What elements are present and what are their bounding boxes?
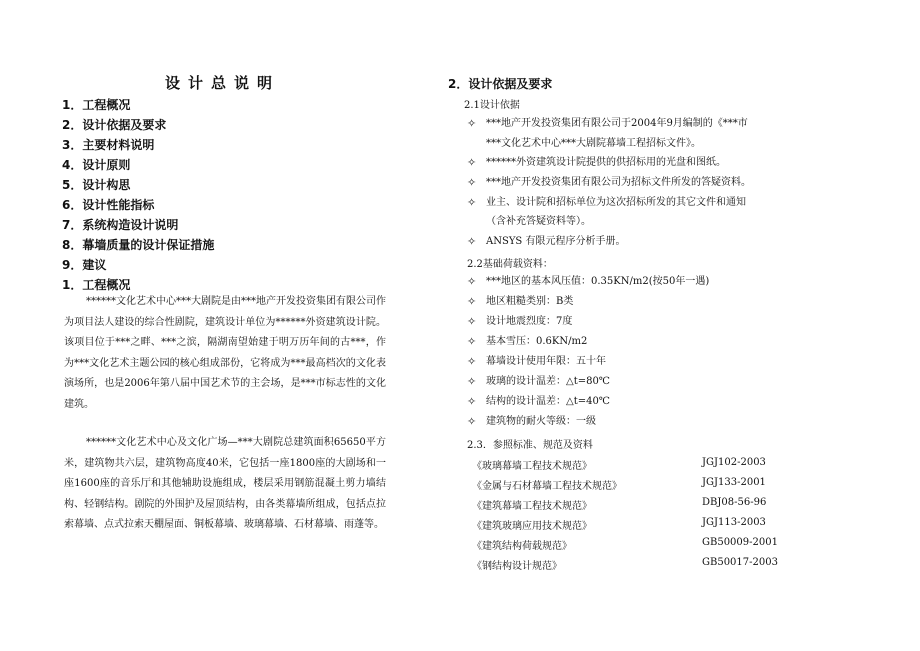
bullet-icon: ✧ xyxy=(467,156,477,169)
bullet-icon: ✧ xyxy=(467,196,477,209)
subsection-heading: 2.3．参照标准、规范及资料 xyxy=(467,440,593,451)
list-item: ***地产开发投资集团有限公司于2004年9月编制的《***市 xyxy=(486,118,748,129)
standard-code: GB50009-2001 xyxy=(702,537,778,548)
subsection-heading: 2.2基础荷载资料： xyxy=(467,259,553,270)
list-item: 建筑物的耐火等级：一级 xyxy=(486,416,596,427)
toc-item: 5．设计构思 xyxy=(62,178,131,192)
list-item: 设计地震烈度：7度 xyxy=(486,316,573,327)
section-heading: 1．工程概况 xyxy=(62,278,131,292)
toc-item: 2．设计依据及要求 xyxy=(62,118,167,132)
list-item: （含补充答疑资料等）。 xyxy=(486,216,591,227)
bullet-icon: ✧ xyxy=(467,176,477,189)
standard-name: 《建筑结构荷载规范》 xyxy=(472,541,572,552)
overview-paragraph-2: ******文化艺术中心及文化广场—***大剧院总建筑面积65650平方米，建筑物共六层，建筑物高度40米，它包括一座1800座的大剧场和一座1600座的音乐厅和其他辅助设施组成，楼层采用钢筋混凝土剪力墙结构、轻钢结构。剧院的外围护及屋顶结构，由各类幕墙所组成，包括点拉索幕墙、点式拉索天棚屋面、铜板幕墙、玻璃幕墙、石材幕墙、雨蓬等。 xyxy=(64,437,386,530)
toc-item: 8．幕墙质量的设计保证措施 xyxy=(62,238,215,252)
bullet-icon: ✧ xyxy=(467,117,477,130)
list-item: 基本雪压：0.6KN/m2 xyxy=(486,336,588,347)
list-item: 玻璃的设计温差：△t=80℃ xyxy=(486,376,610,387)
section-heading: 2．设计依据及要求 xyxy=(448,77,553,91)
bullet-icon: ✧ xyxy=(467,275,477,288)
standard-name: 《玻璃幕墙工程技术规范》 xyxy=(472,461,592,472)
standard-name: 《建筑幕墙工程技术规范》 xyxy=(472,501,592,512)
standard-code: JGJ133-2001 xyxy=(702,477,766,488)
toc-item: 7．系统构造设计说明 xyxy=(62,218,179,232)
bullet-icon: ✧ xyxy=(467,395,477,408)
list-item: ***文化艺术中心***大剧院幕墙工程招标文件》。 xyxy=(486,138,701,149)
list-item: ANSYS 有限元程序分析手册。 xyxy=(486,236,626,247)
list-item: 幕墙设计使用年限：五十年 xyxy=(486,356,606,367)
bullet-icon: ✧ xyxy=(467,335,477,348)
bullet-icon: ✧ xyxy=(467,355,477,368)
standard-name: 《钢结构设计规范》 xyxy=(472,561,562,572)
subsection-heading: 2.1设计依据 xyxy=(464,100,520,111)
table-of-contents xyxy=(62,95,214,275)
bullet-icon: ✧ xyxy=(467,375,477,388)
list-item: ***地区的基本风压值：0.35KN/m2(按50年一遇) xyxy=(486,276,710,287)
standard-code: JGJ102-2003 xyxy=(702,457,766,468)
document-title: 设计总说明 xyxy=(165,74,281,92)
standard-name: 《建筑玻璃应用技术规范》 xyxy=(472,521,592,532)
list-item: ******外资建筑设计院提供的供招标用的光盘和图纸。 xyxy=(486,157,726,168)
list-item: 结构的设计温差：△t=40℃ xyxy=(486,396,610,407)
toc-item: 1．工程概况 xyxy=(62,98,131,112)
standard-name: 《金属与石材幕墙工程技术规范》 xyxy=(472,481,622,492)
standard-code: DBJ08-56-96 xyxy=(702,497,767,508)
list-item: 地区粗糙类别：B类 xyxy=(486,296,574,307)
list-item: 业主、设计院和招标单位为这次招标所发的其它文件和通知 xyxy=(486,197,746,208)
toc-item: 4．设计原则 xyxy=(62,158,131,172)
bullet-icon: ✧ xyxy=(467,295,477,308)
toc-item: 3．主要材料说明 xyxy=(62,138,155,152)
overview-paragraph-1: ******文化艺术中心***大剧院是由***地产开发投资集团有限公司作为项目法人建设的综合性剧院，建筑设计单位为******外资建筑设计院。该项目位于***之畔、***之滨，隔湖南望始建于明万历年间的古***，作为***文化艺术主题公园的核心组成部份，它将成为***最高档次的文化表演场所，也是2006年第八届中国艺术节的主会场，是***市标志性的文化建筑。 xyxy=(64,296,386,410)
toc-item: 9．建议 xyxy=(62,258,107,272)
standard-code: JGJ113-2003 xyxy=(702,517,766,528)
bullet-icon: ✧ xyxy=(467,415,477,428)
toc-item: 6．设计性能指标 xyxy=(62,198,155,212)
standard-code: GB50017-2003 xyxy=(702,557,778,568)
list-item: ***地产开发投资集团有限公司为招标文件所发的答疑资料。 xyxy=(486,177,751,188)
bullet-icon: ✧ xyxy=(467,235,477,248)
bullet-icon: ✧ xyxy=(467,315,477,328)
